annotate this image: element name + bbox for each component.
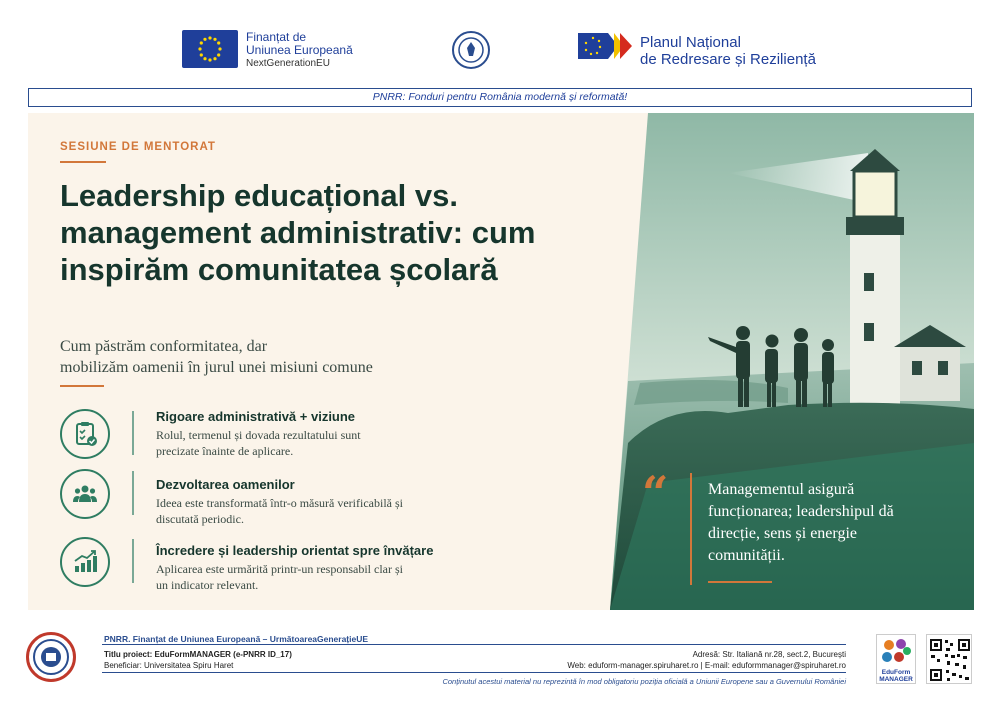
eu-funding-text (246, 31, 353, 70)
footer-project-info (104, 649, 292, 671)
feature-divider (132, 471, 134, 515)
feature-desc: Aplicarea este urmărită printr-un responsabil clar și un indicator relevant. (156, 562, 403, 592)
edu-logo-label (877, 669, 915, 683)
feature-desc: Ideea este transformată într-o măsură verificabilă și discutată periodic. (156, 496, 403, 526)
footer-divider (102, 672, 846, 673)
eduform-logo-icon (877, 635, 915, 669)
main-poster-panel (28, 113, 974, 610)
university-seal-icon (26, 632, 76, 682)
pnrr-line2: de Redresare și Reziliență (640, 51, 816, 68)
pnrr-line1: Planul Național (640, 34, 741, 51)
people-group-icon (60, 469, 110, 519)
beneficiary: Beneficiar: Universitatea Spiru Haret (104, 661, 234, 670)
footer-disclaimer: Conținutul acestui material nu reprezintă în mod obligatoriu poziția oficială a Uniunii Europene sau a Guvernului României (442, 677, 846, 686)
quote-text: Managementul asigură funcționarea; leadershipul dă direcție, sens și energie comunității. (708, 481, 894, 564)
subtitle-underline (60, 385, 104, 387)
footer-heading: PNRR. Finanțat de Uniunea Europeană – UrmătoareaGenerațieUE (104, 634, 369, 644)
growth-chart-icon (60, 537, 110, 587)
page-subtitle (60, 336, 520, 378)
subtitle-line2: mobilizăm oamenii în jurul unei misiuni comune (60, 359, 373, 376)
web-email: Web: eduform-manager.spiruharet.ro | E-mail: eduformmanager@spiruharet.ro (567, 661, 846, 670)
subtitle-line1: Cum păstrăm conformitatea, dar (60, 338, 268, 355)
feature-desc: Rolul, termenul și dovada rezultatului sunt precizate înainte de aplicare. (156, 428, 361, 458)
pnrr-logo-icon (578, 31, 634, 61)
quote-underline (708, 581, 772, 583)
pnrr-banner: PNRR: Fonduri pentru România modernă și reformată! (28, 88, 972, 107)
footer-contact-info (560, 649, 846, 671)
qr-code-icon[interactable] (926, 634, 972, 684)
eu-line1: Finanțat de (246, 30, 307, 44)
feature-title: Încredere și leadership orientat spre învățare (156, 543, 434, 558)
feature-divider (132, 411, 134, 455)
eu-stars-icon (182, 30, 238, 68)
project-title: Titlu proiect: EduFormMANAGER (e-PNRR ID_17) (104, 650, 292, 659)
tag-underline (60, 161, 106, 163)
quote-bar (690, 473, 692, 585)
quote-mark-icon: “ (642, 466, 669, 520)
pnrr-title-text (640, 34, 816, 68)
page-title: Leadership educațional vs. management administrativ: cum inspirăm comunitatea școlară (60, 178, 536, 287)
eu-line2: Uniunea Europeană (246, 43, 353, 57)
feature-divider (132, 539, 134, 583)
edu-logo-line1: EduForm (881, 669, 911, 676)
feature-title: Rigoare administrativă + viziune (156, 409, 356, 424)
eduform-manager-logo (876, 634, 916, 684)
feature-title: Dezvoltarea oamenilor (156, 477, 295, 492)
romanian-government-seal-icon (452, 31, 490, 69)
address: Adresă: Str. Italiană nr.28, sect.2, București (692, 650, 846, 659)
clipboard-check-icon (60, 409, 110, 459)
session-tag: SESIUNE DE MENTORAT (60, 141, 216, 153)
footer-divider (102, 644, 846, 645)
eu-flag-logo (182, 30, 238, 68)
eu-line3: NextGenerationEU (246, 58, 330, 69)
edu-logo-line2: MANAGER (879, 676, 913, 683)
